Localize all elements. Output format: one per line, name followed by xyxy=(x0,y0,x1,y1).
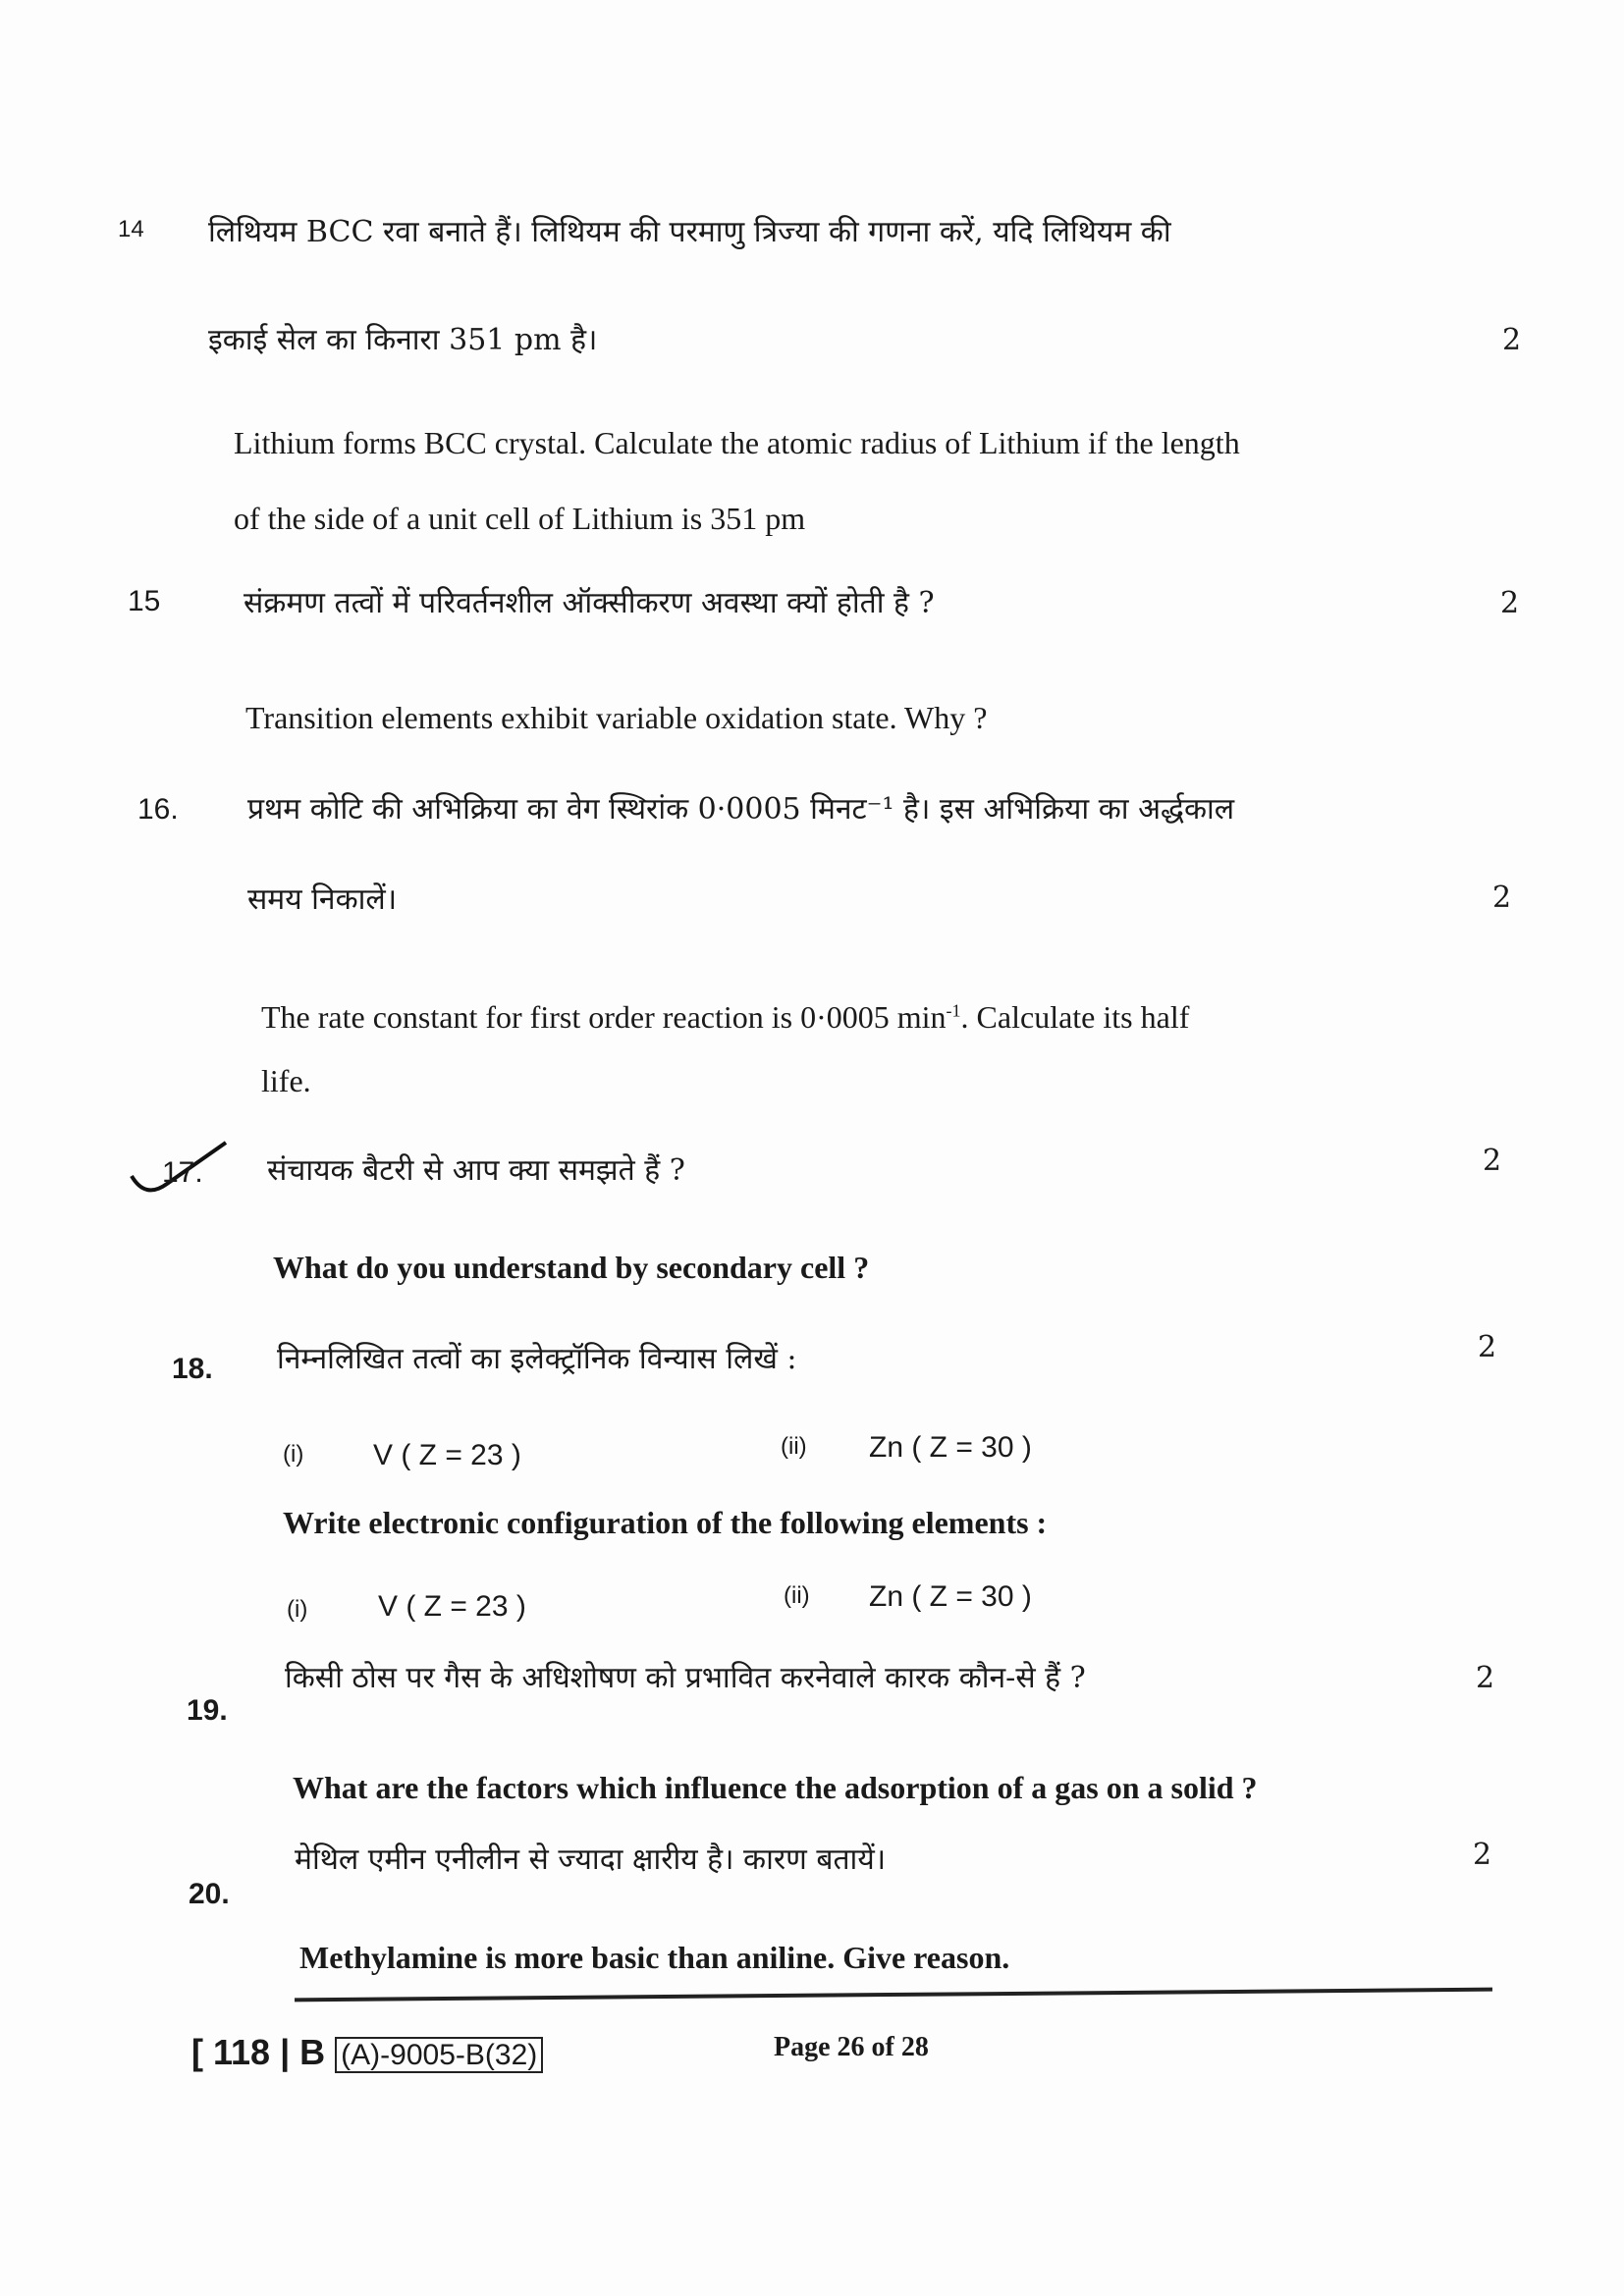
question-hindi: लिथियम BCC रवा बनाते हैं। लिथियम की परमाणु त्रिज्या की गणना करें, यदि लिथियम की xyxy=(208,215,1171,249)
divider xyxy=(295,1988,1492,2002)
question-english: life. xyxy=(261,1063,311,1098)
marks: 2 xyxy=(1500,586,1520,620)
paper-code: [ 118 | B xyxy=(191,2032,326,2072)
question-hindi: प्रथम कोटि की अभिक्रिया का वेग स्थिरांक 0·0005 मिनट⁻¹ है। इस अभिक्रिया का अर्द्धकाल xyxy=(247,792,1235,827)
question-hindi: समय निकालें। xyxy=(247,882,398,917)
question-hindi: इकाई सेल का किनारा 351 pm है। xyxy=(208,323,598,357)
question-hindi: किसी ठोस पर गैस के अधिशोषण को प्रभावित करनेवाले कारक कौन-से हैं ? xyxy=(285,1661,1086,1695)
part-label: (ii) xyxy=(781,1433,807,1460)
question-number: 17. xyxy=(162,1156,203,1189)
marks: 2 xyxy=(1473,1838,1492,1872)
question-number: 16. xyxy=(137,793,179,826)
english-text: The rate constant for first order reaction is 0·0005 min xyxy=(261,999,947,1035)
question-english: of the side of a unit cell of Lithium is 351 pm xyxy=(234,501,806,536)
part-label: (i) xyxy=(283,1441,304,1468)
question-english: What do you understand by secondary cell ? xyxy=(273,1250,870,1285)
question-hindi: मेथिल एमीन एनीलीन से ज्यादा क्षारीय है। कारण बतायें। xyxy=(295,1842,887,1877)
question-number: 18. xyxy=(172,1353,213,1385)
question-hindi: संक्रमण तत्वों में परिवर्तनशील ऑक्सीकरण अवस्था क्यों होती है ? xyxy=(244,586,935,620)
marks: 2 xyxy=(1476,1661,1495,1695)
part-label: (ii) xyxy=(784,1582,810,1609)
part-value: Zn ( Z = 30 ) xyxy=(869,1580,1032,1613)
footer-code xyxy=(191,2032,543,2073)
question-number: 20. xyxy=(189,1878,230,1910)
page-number: Page 26 of 28 xyxy=(774,2032,929,2062)
marks: 2 xyxy=(1502,323,1522,357)
question-english xyxy=(261,1001,1189,1033)
part-label: (i) xyxy=(287,1596,308,1623)
superscript: -1 xyxy=(946,1000,961,1021)
english-text: . Calculate its half xyxy=(960,999,1190,1035)
question-english: Transition elements exhibit variable oxidation state. Why ? xyxy=(245,700,988,735)
question-number: 19. xyxy=(187,1694,228,1727)
part-value: V ( Z = 23 ) xyxy=(373,1439,521,1471)
question-english: What are the factors which influence the adsorption of a gas on a solid ? xyxy=(293,1770,1258,1805)
question-hindi: संचायक बैटरी से आप क्या समझते हैं ? xyxy=(267,1153,685,1188)
part-value: Zn ( Z = 30 ) xyxy=(869,1431,1032,1464)
question-english: Write electronic configuration of the following elements : xyxy=(283,1505,1048,1540)
question-number: 14 xyxy=(118,216,144,242)
question-hindi: निम्नलिखित तत्वों का इलेक्ट्रॉनिक विन्यास लिखें : xyxy=(277,1342,797,1376)
marks: 2 xyxy=(1492,881,1512,915)
question-english: Lithium forms BCC crystal. Calculate the atomic radius of Lithium if the length xyxy=(234,425,1240,460)
question-number: 15 xyxy=(128,585,161,617)
part-value: V ( Z = 23 ) xyxy=(378,1590,526,1623)
series-code: (A)-9005-B(32) xyxy=(335,2037,543,2073)
marks: 2 xyxy=(1478,1330,1497,1364)
question-english: Methylamine is more basic than aniline. Give reason. xyxy=(299,1940,1010,1975)
marks: 2 xyxy=(1483,1144,1502,1178)
